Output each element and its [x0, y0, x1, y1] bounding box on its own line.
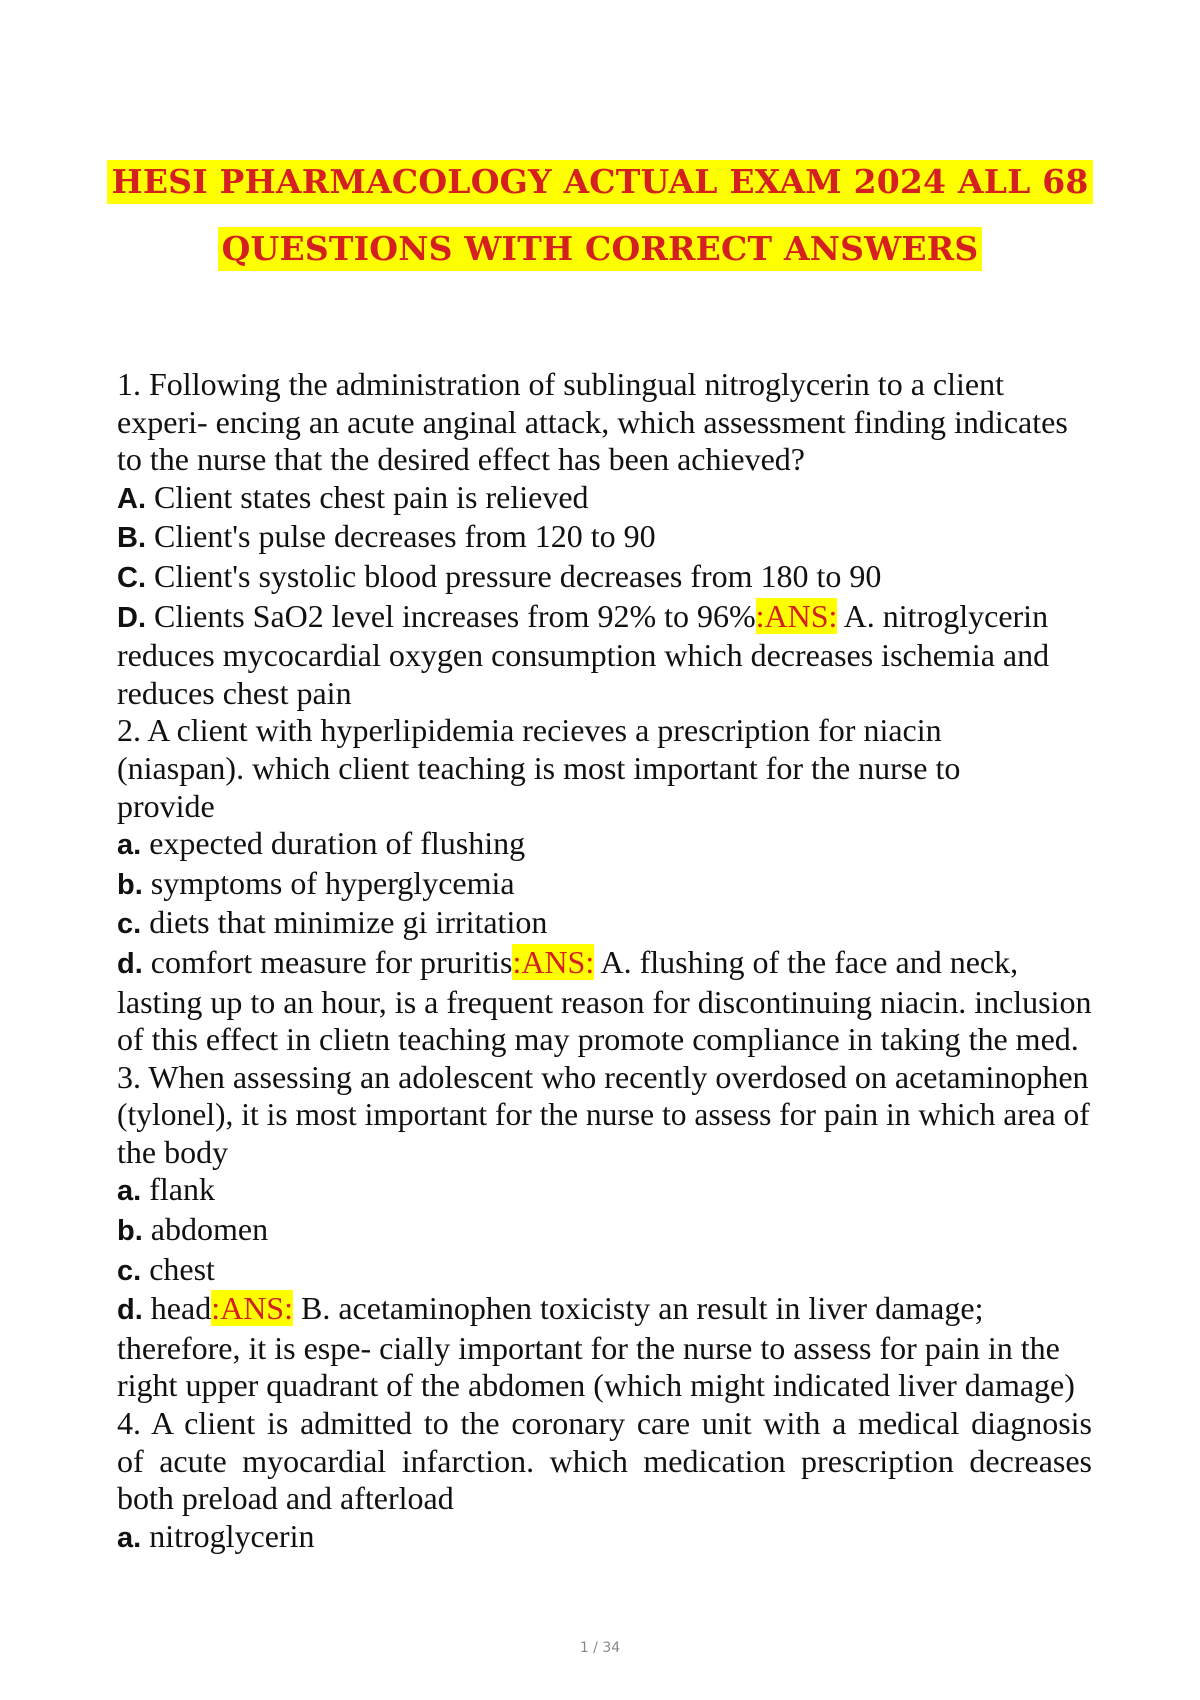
option-label: b.: [117, 868, 143, 901]
option-label: A.: [117, 482, 146, 515]
answer-text: A. flushing of the face and neck,: [594, 943, 1019, 980]
option-label: c.: [117, 908, 142, 941]
answer-line: lasting up to an hour, is a frequent reason for discontinuing niacin. inclusion: [117, 983, 1092, 1020]
option-b: [117, 865, 1092, 905]
option-text: chest: [141, 1250, 215, 1287]
option-label: d.: [117, 947, 143, 980]
option-label: d.: [117, 1294, 143, 1327]
option-b: [117, 518, 1092, 558]
option-label: a.: [117, 1175, 142, 1208]
question-stem-line: (niaspan). which client teaching is most important for the nurse to: [117, 749, 961, 786]
option-text: symptoms of hyperglycemia: [142, 864, 515, 901]
question-1: [117, 366, 1092, 712]
option-label: D.: [117, 601, 146, 634]
option-label: B.: [117, 522, 146, 555]
option-text: comfort measure for pruritis: [142, 943, 513, 980]
option-text: diets that minimize gi irritation: [141, 904, 548, 941]
question-stem-line: the body: [117, 1133, 229, 1170]
option-text: expected duration of flushing: [141, 825, 526, 862]
answer-line: reduces mycocardial oxygen consumption which decreases ischemia and: [117, 637, 1050, 674]
question-stem-line: both preload and afterload: [117, 1480, 454, 1517]
answer-marker: :ANS:: [211, 1290, 293, 1327]
option-a: [117, 1518, 1092, 1558]
option-text: Client's pulse decreases from 120 to 90: [146, 518, 656, 555]
question-4: [117, 1405, 1092, 1557]
option-text: abdomen: [142, 1211, 269, 1248]
option-label: c.: [117, 1254, 142, 1287]
option-a: [117, 479, 1092, 519]
title-line-2: QUESTIONS WITH CORRECT ANSWERS: [218, 227, 983, 271]
question-stem-line: 1. Following the administration of sublingual nitroglycerin to a client: [117, 366, 1004, 402]
option-text: Client states chest pain is relieved: [146, 478, 589, 515]
option-d: [117, 1290, 1092, 1330]
option-d: [117, 598, 1092, 638]
question-stem-line: 2. A client with hyperlipidemia recieves a prescription for niacin: [117, 712, 942, 749]
option-d: [117, 944, 1092, 984]
question-stem-line: of acute myocardial infarction. which medication prescription decreases: [117, 1442, 1092, 1479]
question-stem-line: to the nurse that the desired effect has been achieved?: [117, 441, 805, 478]
option-text: flank: [141, 1171, 215, 1208]
option-label: C.: [117, 561, 146, 594]
question-stem-line: provide: [117, 787, 215, 824]
question-stem-line: 3. When assessing an adolescent who recently overdosed on acetaminophen: [117, 1058, 1089, 1095]
option-label: a.: [117, 829, 142, 862]
option-text: nitroglycerin: [141, 1517, 315, 1554]
option-text: Clients SaO2 level increases from 92% to 96%: [146, 597, 756, 634]
answer-line: of this effect in clietn teaching may promote compliance in taking the med.: [117, 1021, 1079, 1058]
question-2: [117, 712, 1092, 1058]
answer-marker: :ANS:: [512, 943, 595, 980]
answer-line: therefore, it is espe- cially important for the nurse to assess for pain in the: [117, 1329, 1060, 1366]
title-line-1: HESI PHARMACOLOGY ACTUAL EXAM 2024 ALL 68: [107, 160, 1092, 204]
question-stem-line: 4. A client is admitted to the coronary care unit with a medical diagnosis: [117, 1405, 1092, 1442]
option-label: a.: [117, 1521, 142, 1554]
question-3: [117, 1059, 1092, 1405]
document-title: [0, 160, 1200, 294]
answer-line: right upper quadrant of the abdomen (which might indicated liver damage): [117, 1367, 1075, 1404]
page-number: 1 / 34: [579, 1640, 621, 1656]
option-text: Client's systolic blood pressure decreases from 180 to 90: [146, 557, 882, 594]
option-c: [117, 558, 1092, 598]
option-a: [117, 1171, 1092, 1211]
answer-text: A. nitroglycerin: [837, 597, 1049, 634]
answer-line: reduces chest pain: [117, 674, 352, 711]
option-a: [117, 825, 1092, 865]
question-stem-line: (tylonel), it is most important for the nurse to assess for pain in which area of: [117, 1097, 1090, 1133]
option-label: b.: [117, 1215, 143, 1248]
question-stem-line: experi- encing an acute anginal attack, which assessment finding indicates: [117, 403, 1068, 440]
option-c: [117, 1251, 1092, 1291]
answer-marker: :ANS:: [755, 597, 838, 634]
answer-text: B. acetaminophen toxicisty an result in liver damage;: [292, 1290, 984, 1327]
option-text: head: [142, 1290, 212, 1327]
option-c: [117, 904, 1092, 944]
exam-content: [117, 366, 1092, 1557]
option-b: [117, 1211, 1092, 1251]
